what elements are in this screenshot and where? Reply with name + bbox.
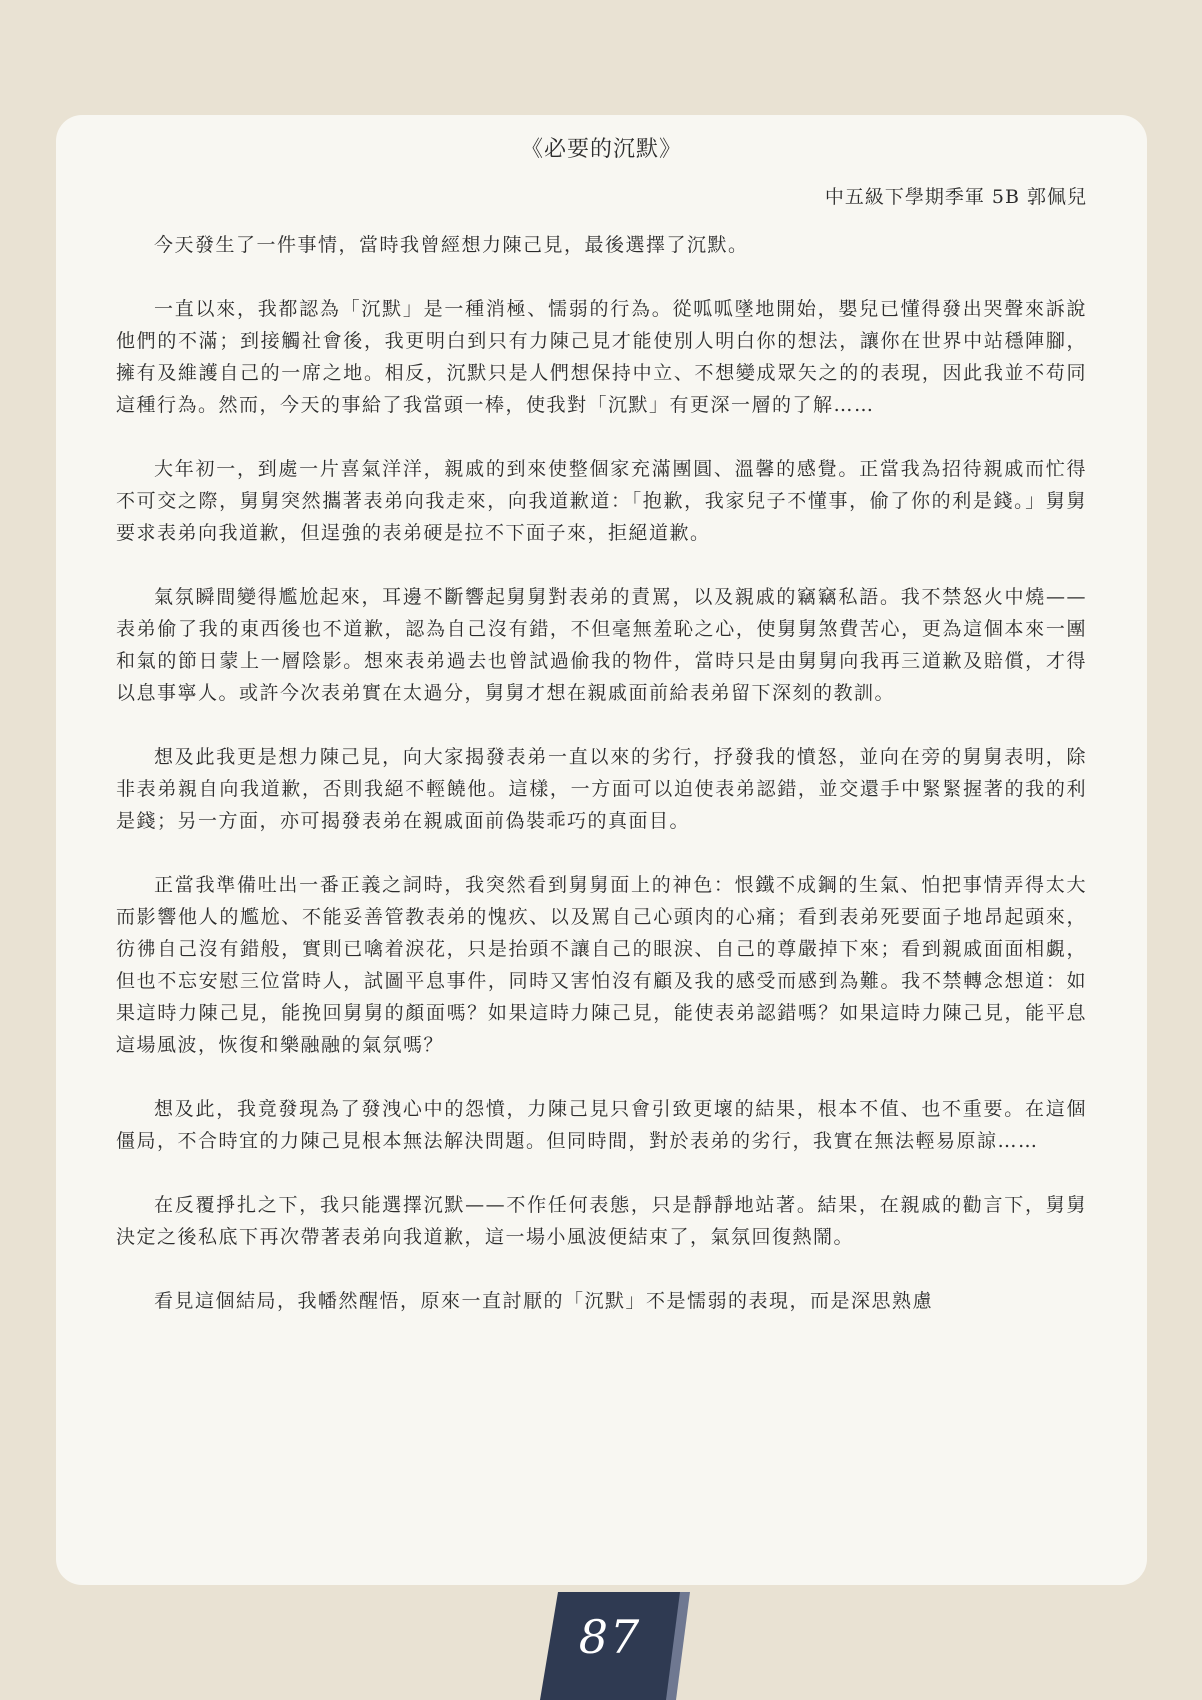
paragraph-9: 看見這個結局，我幡然醒悟，原來一直討厭的「沉默」不是懦弱的表現，而是深思熟慮 <box>154 1290 934 1312</box>
page-number: 87 <box>578 1610 642 1664</box>
essay-title: 《必要的沉默》 <box>520 137 682 162</box>
paragraph-1: 今天發生了一件事情，當時我曾經想力陳己見，最後選擇了沉默。 <box>154 234 749 256</box>
author-line: 中五級下學期季軍 5B 郭佩兒 <box>824 186 1087 208</box>
page-number-tab <box>540 1592 690 1700</box>
paragraph-6: 正當我準備吐出一番正義之詞時，我突然看到舅舅面上的神色：恨鐵不成鋼的生氣、怕把事情弄得太大而影響他人的尷尬、不能妥善管教表弟的愧疚、以及罵自己心頭肉的心痛；看到表弟死要面子地昂起頭來，彷彿自己沒有錯般，實則已噙着淚花，只是抬頭不讓自己的眼淚、自己的尊嚴掉下來；看到親戚面面相覷，但也不忘安慰三位當時人，試圖平息事件，同時又害怕沒有顧及我的感受而感到為難。我不禁轉念想道：如果這時力陳己見，能挽回舅舅的顏面嗎？如果這時力陳己見，能使表弟認錯嗎？如果這時力陳己見，能平息這場風波，恢復和樂融融的氣氛嗎？ <box>116 874 1087 1056</box>
paragraph-8: 在反覆掙扎之下，我只能選擇沉默——不作任何表態，只是靜靜地站著。結果，在親戚的勸言下，舅舅決定之後私底下再次帶著表弟向我道歉，這一場小風波便結束了，氣氛回復熱鬧。 <box>116 1194 1087 1248</box>
paragraph-7: 想及此，我竟發現為了發洩心中的怨憤，力陳己見只會引致更壞的結果，根本不值、也不重要。在這個僵局，不合時宜的力陳己見根本無法解決問題。但同時間，對於表弟的劣行，我實在無法輕易原諒…… <box>116 1098 1087 1152</box>
paragraph-2: 一直以來，我都認為「沉默」是一種消極、懦弱的行為。從呱呱墜地開始，嬰兒已懂得發出哭聲來訴說他們的不滿；到接觸社會後，我更明白到只有力陳己見才能使別人明白你的想法，讓你在世界中站穩陣腳，擁有及維護自己的一席之地。相反，沉默只是人們想保持中立、不想變成眾矢之的的表現，因此我並不苟同這種行為。然而，今天的事給了我當頭一棒，使我對「沉默」有更深一層的了解…… <box>116 298 1087 416</box>
paragraph-3: 大年初一，到處一片喜氣洋洋，親戚的到來使整個家充滿團圓、溫馨的感覺。正當我為招待親戚而忙得不可交之際，舅舅突然攜著表弟向我走來，向我道歉道：「抱歉，我家兒子不懂事，偷了你的利是錢。」舅舅要求表弟向我道歉，但逞強的表弟硬是拉不下面子來，拒絕道歉。 <box>116 458 1087 544</box>
paragraph-4: 氣氛瞬間變得尷尬起來，耳邊不斷響起舅舅對表弟的責罵，以及親戚的竊竊私語。我不禁怒火中燒——表弟偷了我的東西後也不道歉，認為自己沒有錯，不但毫無羞恥之心，使舅舅煞費苦心，更為這個本來一團和氣的節日蒙上一層陰影。想來表弟過去也曾試過偷我的物件，當時只是由舅舅向我再三道歉及賠償，才得以息事寧人。或許今次表弟實在太過分，舅舅才想在親戚面前給表弟留下深刻的教訓。 <box>116 586 1087 704</box>
essay-page <box>56 115 1147 1585</box>
paragraph-5: 想及此我更是想力陳己見，向大家揭發表弟一直以來的劣行，抒發我的憤怒，並向在旁的舅舅表明，除非表弟親自向我道歉，否則我絕不輕饒他。這樣，一方面可以迫使表弟認錯，並交還手中緊緊握著的我的利是錢；另一方面，亦可揭發表弟在親戚面前偽裝乖巧的真面目。 <box>116 746 1087 832</box>
